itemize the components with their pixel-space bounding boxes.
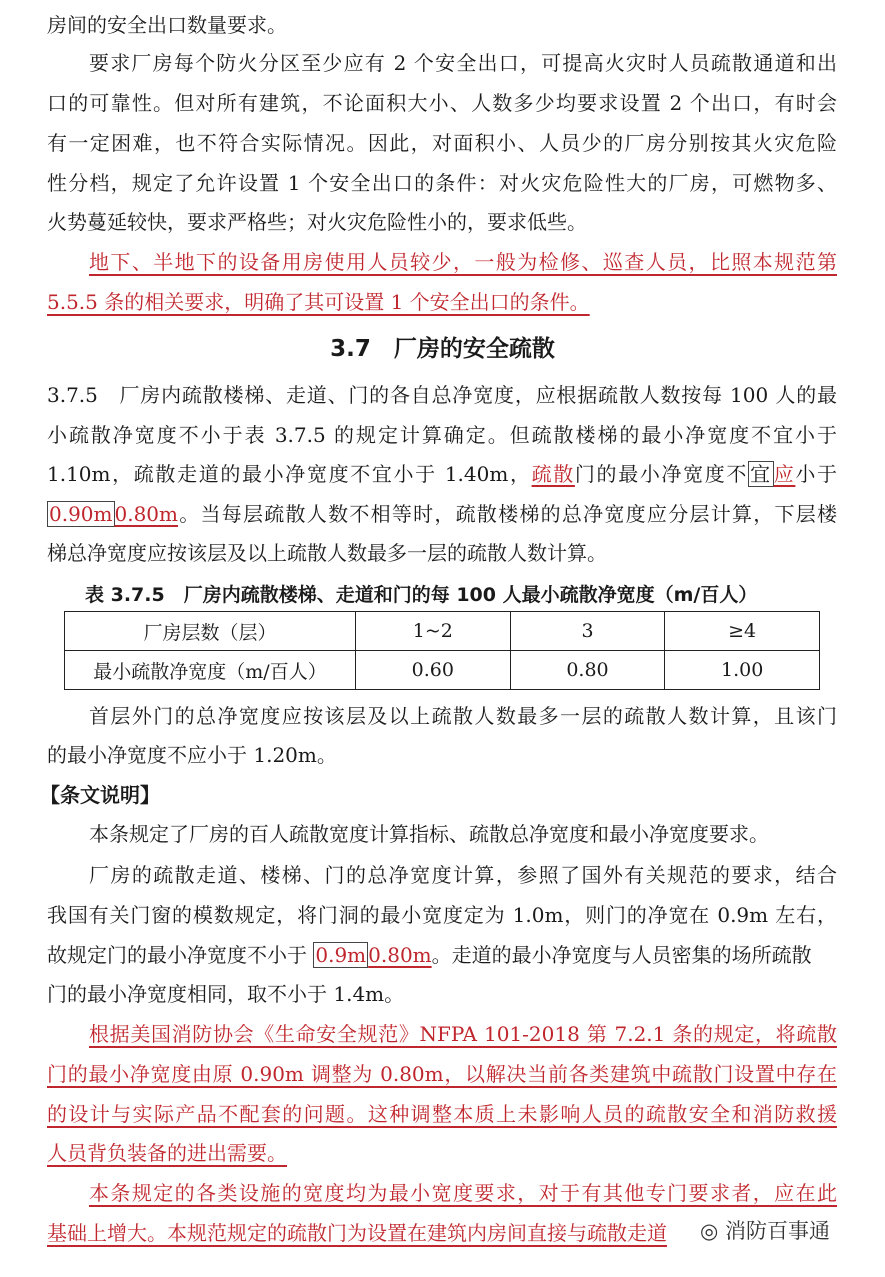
body-line: 我国有关门窗的模数规定，将门洞的最小宽度定为 1.0m，则门的净宽在 0.9m 左右， [47, 903, 837, 927]
body-line: 厂房的疏散走道、楼梯、门的总净宽度计算，参照了国外有关规范的要求，结合 [89, 863, 837, 887]
table-cell: 厂房层数（层） [65, 612, 356, 651]
inserted-text: 应 [773, 462, 796, 486]
clause-line: 小疏散净宽度不小于表 3.7.5 的规定计算确定。但疏散楼梯的最小净宽度不宜小于 [47, 423, 837, 447]
revision-line: 的设计与实际产品不配套的问题。这种调整本质上未影响人员的疏散安全和消防救援 [47, 1102, 837, 1126]
clause-line: 梯总净宽度应按该层及以上疏散人数最多一层的疏散人数计算。 [47, 541, 607, 565]
body-line: 房间的安全出口数量要求。 [47, 13, 287, 37]
body-text: 。走道的最小净宽度与人员密集的场所疏散 [431, 943, 812, 967]
clause-text: 1.10m，疏散走道的最小净宽度不宜小于 1.40m， [47, 462, 532, 486]
body-text: 故规定门的最小净宽度不小于 [47, 943, 314, 967]
inserted-text: 0.80m [368, 943, 432, 967]
wechat-icon: ◎ [700, 1219, 725, 1243]
deleted-text: 0.90m [49, 502, 113, 526]
deleted-text: 0.9m [315, 943, 367, 967]
body-line: 火势蔓延较快，要求严格些；对火灾危险性小的，要求低些。 [47, 210, 587, 234]
revision-line: 本条规定的各类设施的宽度均为最小宽度要求，对于有其他专门要求者，应在此 [89, 1181, 837, 1205]
clause-line [47, 500, 837, 528]
revision-line: 5.5.5 条的相关要求，明确了其可设置 1 个安全出口的条件。 [47, 290, 590, 314]
width-table [64, 611, 820, 690]
clause-text: 小于 [795, 462, 838, 486]
body-line: 性分档，规定了允许设置 1 个安全出口的条件：对火灾危险性大的厂房，可燃物多、 [47, 171, 837, 195]
table-row [65, 612, 820, 651]
body-line [47, 941, 837, 969]
table-row [65, 651, 820, 690]
inserted-text: 0.80m [114, 502, 178, 526]
body-line: 的最小净宽度不应小于 1.20m。 [47, 743, 337, 767]
table-cell: ≥4 [665, 612, 820, 651]
clause-line [47, 460, 837, 488]
section-heading: 3.7 厂房的安全疏散 [330, 336, 555, 362]
revision-line: 地下、半地下的设备用房使用人员较少，一般为检修、巡查人员，比照本规范第 [89, 250, 837, 274]
explanation-heading: 【条文说明】 [40, 783, 160, 807]
body-line: 有一定困难，也不符合实际情况。因此，对面积小、人员少的厂房分别按其火灾危险 [47, 131, 837, 155]
table-cell: 最小疏散净宽度（m/百人） [65, 651, 356, 690]
clause-text: 门的最小净宽度不 [574, 462, 749, 486]
table-cell: 1~2 [356, 612, 511, 651]
body-line: 本条规定了厂房的百人疏散宽度计算指标、疏散总净宽度和最小净宽度要求。 [89, 822, 769, 846]
body-line: 首层外门的总净宽度应按该层及以上疏散人数最多一层的疏散人数计算，且该门 [89, 704, 837, 728]
table-caption: 表 3.7.5 厂房内疏散楼梯、走道和门的每 100 人最小疏散净宽度（m/百人） [85, 584, 758, 606]
body-line: 口的可靠性。但对所有建筑，不论面积大小、人数多少均要求设置 2 个出口，有时会 [47, 91, 837, 115]
revision-line: 根据美国消防协会《生命安全规范》NFPA 101-2018 第 7.2.1 条的规定，将疏散 [89, 1022, 837, 1046]
table-cell: 0.80 [510, 651, 665, 690]
revision-line: 人员背负装备的进出需要。 [47, 1141, 287, 1165]
revision-line: 基础上增大。本规范规定的疏散门为设置在建筑内房间直接与疏散走道 [47, 1221, 667, 1245]
table-cell: 0.60 [356, 651, 511, 690]
table-cell: 1.00 [665, 651, 820, 690]
body-line: 要求厂房每个防火分区至少应有 2 个安全出口，可提高火灾时人员疏散通道和出 [89, 51, 837, 75]
body-line: 门的最小净宽度相同，取不小于 1.4m。 [47, 982, 405, 1006]
inserted-text: 疏散 [531, 462, 575, 486]
table-cell: 3 [510, 612, 665, 651]
watermark-text: 消防百事通 [725, 1219, 830, 1243]
clause-line: 3.7.5 厂房内疏散楼梯、走道、门的各自总净宽度，应根据疏散人数按每 100 人的最 [47, 383, 837, 407]
revision-line: 门的最小净宽度由原 0.90m 调整为 0.80m，以解决当前各类建筑中疏散门设置中存在 [47, 1062, 837, 1086]
clause-text: 。当每层疏散人数不相等时，疏散楼梯的总净宽度应分层计算，下层楼 [178, 502, 837, 526]
watermark [700, 1215, 830, 1245]
deleted-text: 宜 [750, 462, 772, 486]
